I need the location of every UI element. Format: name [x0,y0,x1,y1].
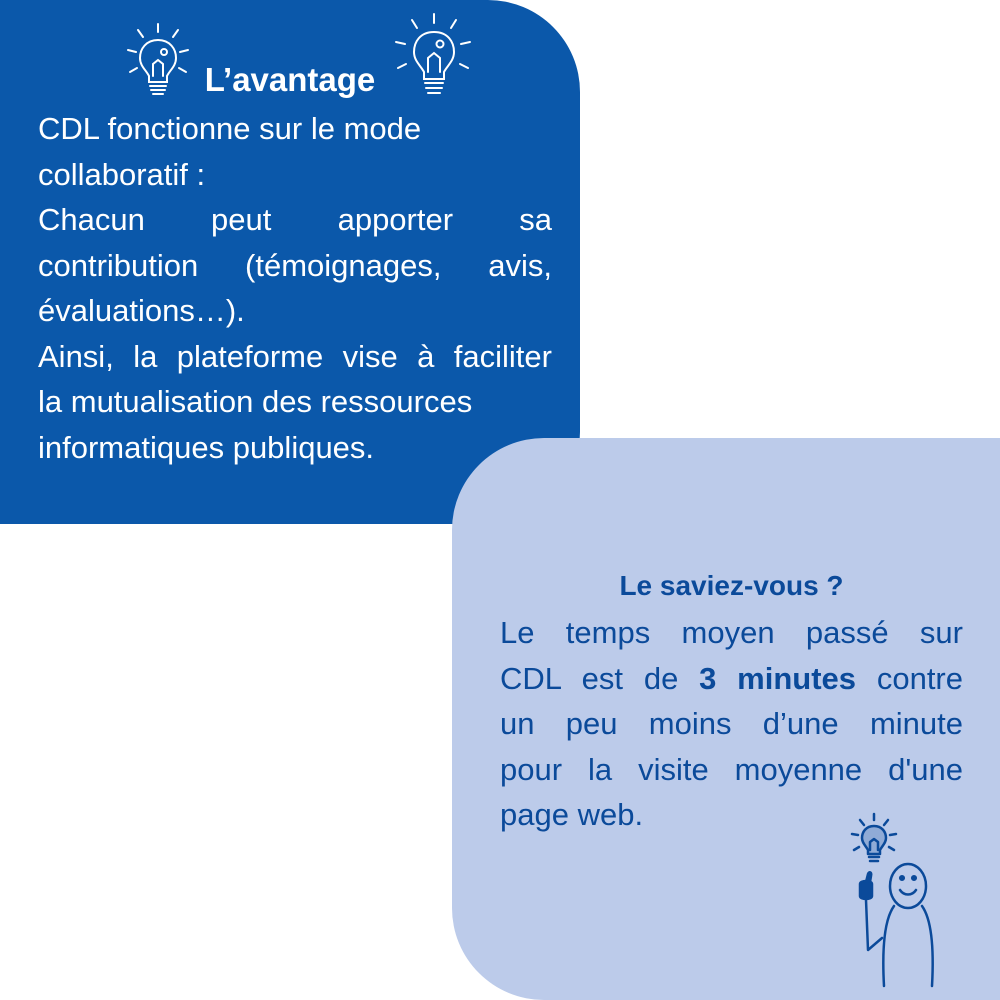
did-you-know-line: page web. [500,797,644,832]
advantage-line: CDL fonctionne sur le mode [38,111,422,146]
did-you-know-text-part: contre [856,660,963,696]
highlight-duration: 3 minutes [699,660,857,696]
did-you-know-line: un peu moins d’une minute [500,706,963,741]
did-you-know-text [500,610,963,838]
advantage-line: la mutualisation des ressources [38,384,473,419]
advantage-line: Ainsi, la plateforme vise à faciliter [38,338,552,374]
person-idea-illustration [838,810,948,990]
advantage-line: contribution (témoignages, avis, [38,247,552,283]
advantage-line: évaluations…). [38,293,245,328]
advantage-line: Chacun peut apporter sa [38,202,552,237]
did-you-know-title: Le saviez-vous ? [619,570,844,601]
advantage-line: informatiques publiques. [38,429,375,465]
did-you-know-text-part: CDL est de [500,660,700,696]
advantage-title: L’avantage [204,61,376,98]
did-you-know-line [500,656,963,702]
advantage-line: collaboratif : [38,156,206,192]
advantage-text [38,106,552,470]
did-you-know-line: pour la visite moyenne d'une [500,751,963,787]
did-you-know-line: Le temps moyen passé sur [500,615,963,650]
